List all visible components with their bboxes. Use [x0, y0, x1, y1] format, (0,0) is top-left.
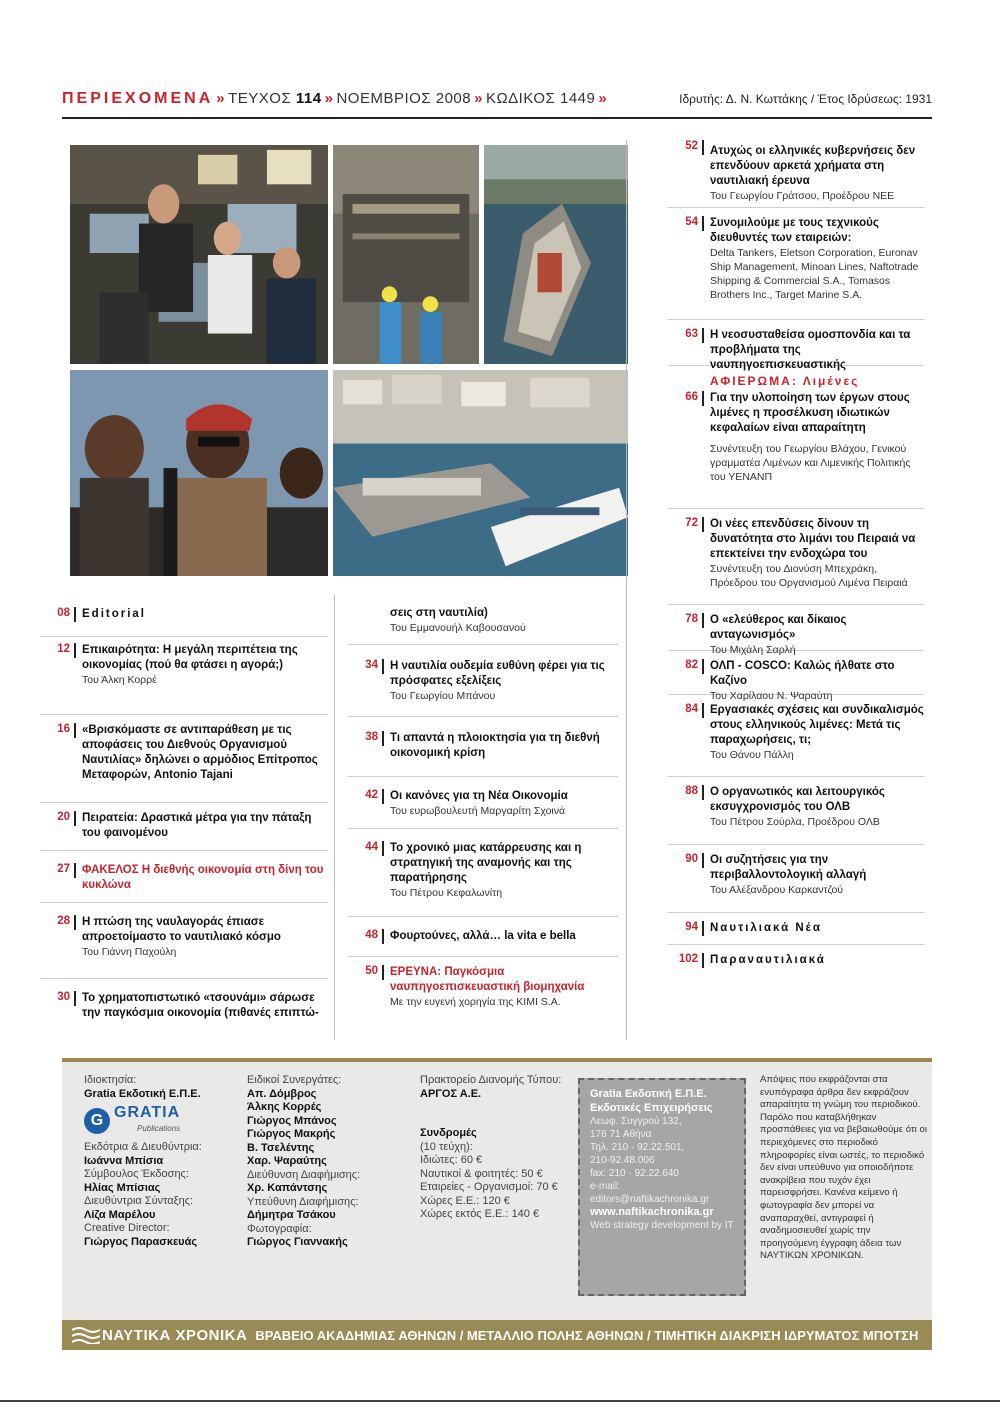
- port-cruise-ship-image: [333, 370, 628, 576]
- stock-traders-image: [70, 145, 328, 364]
- toc-entry[interactable]: 50 ΕΡΕΥΝΑ: Παγκόσμια ναυπηγοεπισκευαστική βιομηχανία Με την ευγενή χορηγία της ΚΙΜΙ S.A.: [365, 965, 585, 1008]
- masthead-col-ownership: Ιδιοκτησία: Gratia Εκδοτική Ε.Π.Ε. G GRATIA Publications Εκδότρια & Διευθύντρια: Ιωάννα Μπίσια Σύμβουλος Έκδοσης: Ηλίας Μπίσιας Διευθύντρια Σύνταξης: Λίζα Μαρέλου Creative Director: Γιώργος Παρασκευάς: [84, 1074, 254, 1249]
- footer-band: [62, 1320, 932, 1350]
- page-header: [62, 90, 932, 114]
- toc-entry[interactable]: 94 Ναυτιλιακά Νέα: [668, 913, 924, 945]
- header-rule: [62, 117, 932, 119]
- email-link[interactable]: e-mail: editors@naftikachronika.gr: [590, 1181, 710, 1205]
- founder-line: Ιδρυτής: Δ. Ν. Κωττάκης / Έτος Ιδρύσεως: 1931: [679, 92, 932, 106]
- toc-continuation[interactable]: σεις στη ναυτιλία) Του Εμμανουήλ Καβουσανού: [348, 603, 618, 645]
- toc-entry[interactable]: 78 Ο «ελεύθερος και δίκαιος ανταγωνισμός» Του Μιχάλη Σαρλή: [668, 605, 924, 651]
- waves-icon: [72, 1326, 100, 1344]
- issue-code: ΚΩΔΙΚΟΣ 1449: [485, 90, 596, 107]
- toc-entry[interactable]: 102 Παραναυτιλιακά: [678, 953, 826, 966]
- bottom-rule: [0, 1400, 1000, 1402]
- gratia-logo: G GRATIA Publications: [84, 1105, 254, 1137]
- publisher-contact-box: Gratia Εκδοτική Ε.Π.Ε. Εκδοτικές Επιχειρήσεις Λεωφ. Συγγρού 132, 176 71 Αθήνα Τηλ. 210 - 92.22.501, 210-92.48.006 fax: 210 - 92.22.640 e-mail: editors@naftikachronika.gr www.naftikachronika.gr Web strategy development by IT: [578, 1078, 746, 1296]
- page-title: ΠΕΡΙΕΧΟΜΕΝΑ: [62, 90, 214, 107]
- toc-entry[interactable]: 42 Οι κανόνες για τη Νέα Οικονομία Του ευρωβουλευτή Μαργαρίτη Σχοινά: [348, 777, 618, 829]
- column-divider: [334, 595, 335, 1040]
- toc-entry[interactable]: 54 Συνομιλούμε με τους τεχνικούς διευθυντές των εταιρειών: Delta Tankers, Eletson Corporation, Euronav Ship Management, Minoan Lines, Naftotrade Shipping & Commercial S.A., Tomasos Brothers Inc., Target Marine S.A.: [668, 208, 924, 320]
- toc-middle-column: [348, 603, 618, 1023]
- toc-entry[interactable]: 82 ΟΛΠ - COSCO: Καλώς ήλθατε στο Καζίνο Του Χαρίλαου Ν. Ψαραύτη: [668, 651, 924, 695]
- toc-entry[interactable]: 28 Η πτώση της ναυλαγοράς έπιασε απροετοίμαστο το ναυτιλιακό κόσμο Του Γιάννη Παχούλη: [40, 903, 328, 979]
- toc-entry[interactable]: 63 Η νεοσυσταθείσα ομοσπονδία και τα προβλήματα της ναυπηγοεπισκευαστικής: [668, 320, 924, 366]
- toc-entry[interactable]: 72 Οι νέες επενδύσεις δίνουν τη δυνατότητα στο λιμάνι του Πειραιά να επεκτείνει την ενδοχώρα του Συνέντευξη του Διονύση Μπεχράκη, Πρόεδρου του Οργανισμού Λιμένα Πειραιά: [668, 509, 924, 605]
- toc-entry[interactable]: 52 Ατυχώς οι ελληνικές κυβερνήσεις δεν επενδύουν αρκετά χρήματα στη ναυτιλιακή έρευνα Του Γεωργίου Γράτσου, Προέδρου ΝΕΕ: [668, 140, 924, 208]
- shipyard-workers-image: [333, 145, 479, 364]
- toc-entry[interactable]: 84 Εργασιακές σχέσεις και συνδικαλισμός στους ελληνικούς λιμένες: Μετά τις παραχωρήσεις, τι; Του Θάνου Πάλλη: [668, 695, 924, 777]
- toc-entry[interactable]: 16 «Βρισκόμαστε σε αντιπαράθεση με τις αποφάσεις του Διεθνούς Οργανισμού Ναυτιλίας» δηλώνει ο αρμόδιος Επίτροπος Μεταφορών, Antonio Tajani: [40, 715, 328, 803]
- toc-left-column: [40, 603, 328, 1027]
- website-link[interactable]: www.naftikachronika.gr: [590, 1206, 714, 1218]
- issue-month: ΝΟΕΜΒΡΙΟΣ 2008: [336, 90, 472, 107]
- masthead-col-distribution: Πρακτορείο Διανομής Τύπου: ΑΡΓΟΣ Α.Ε. Συνδρομές (10 τεύχη): Ιδιώτες: 60 € Ναυτικοί & φοιτητές: 50 € Εταιρείες - Οργανισμοί: 70 € Χώρες Ε.Ε.: 120 € Χώρες εκτός Ε.Ε.: 140 €: [420, 1074, 562, 1220]
- masthead: [62, 1058, 932, 1320]
- toc-right-column: [668, 140, 924, 975]
- toc-entry[interactable]: 38 Τι απαντά η πλοιοκτησία για τη διεθνή οικονομική κρίση: [348, 717, 618, 777]
- toc-entry[interactable]: 20 Πειρατεία: Δραστικά μέτρα για την πάταξη του φαινομένου: [40, 803, 328, 851]
- disclaimer-text: Απόψεις που εκφράζονται στα ενυπόγραφα άρθρα δεν εκφράζουν απαραίτητα τη γνώμη του περιοδικού. Παρόλο που καταβλήθηκαν προσπάθειες για να βεβαιωθούμε ότι οι περιεχόμενες στο περιοδικό πληροφορίες είναι ωστές, το περιοδικό δεν είναι υπεύθυνο για οποιοδήποτε ανακρίβεια που τυχόν έχει παρεισφρήσει. Κανένα κείμενο ή φωτογραφία δεν μπορεί να αναπαραχθεί, αντιγραφεί ή αναδημοσιευθεί χωρίς την προηγούμενη έγγραφη άδεια των ΝΑΥΤΙΚΩΝ ΧΡΟΝΙΚΩΝ.: [760, 1074, 927, 1262]
- issue-line: ΠΕΡΙΕΧΟΜΕΝΑ » ΤΕΥΧΟΣ 114 » ΝΟΕΜΒΡΙΟΣ 2008 » ΚΩΔΙΚΟΣ 1449 »: [62, 90, 608, 107]
- gratia-g-icon: G: [84, 1108, 110, 1134]
- toc-entry[interactable]: 48 Φουρτούνες, αλλά… la vita e bella: [348, 917, 618, 957]
- traders-photo: [68, 143, 330, 366]
- pirates-photo: [68, 368, 330, 578]
- shipyard-photo: [331, 143, 481, 366]
- toc-entry[interactable]: 08 Editorial: [40, 603, 328, 637]
- toc-entry[interactable]: 90 Οι συζητήσεις για την περιβαλλοντολογική αλλαγή Του Αλέξανδρου Καρκαντζού: [668, 845, 924, 913]
- toc-entry[interactable]: 66 Για την υλοποίηση των έργων στους λιμένες η προσέλκυση ιδιωτικών κεφαλαίων είναι απαραίτητη Συνέντευξη του Γεωργίου Βλάχου, Γενικού γραμματέα Λιμένων και Λιμενικής Πολιτικής του ΥΕΝΑΝΠ: [668, 389, 924, 509]
- afieroma-heading: ΑΦΙΕΡΩΜΑ: Λιμένες: [710, 374, 860, 388]
- armed-pirates-image: [70, 370, 328, 576]
- fpso-vessel-photo: [482, 143, 630, 366]
- toc-entry[interactable]: 44 Το χρονικό μιας κατάρρευσης και η στρατηγική της αναμονής και της παρατήρησης Του Πέτρου Κεφαλωνίτη: [348, 829, 618, 917]
- awards-line: ΒΡΑΒΕΙΟ ΑΚΑΔΗΜΙΑΣ ΑΘΗΝΩΝ / ΜΕΤΑΛΛΙΟ ΠΟΛΗΣ ΑΘΗΝΩΝ / ΤΙΜΗΤΙΚΗ ΔΙΑΚΡΙΣΗ ΙΔΡΥΜΑΤΟΣ ΜΠΟΤΣΗ: [255, 1327, 919, 1343]
- toc-entry[interactable]: 88 Ο οργανωτικός και λειτουργικός εκσυγχρονισμός του ΟΛΒ Του Πέτρου Σούρλα, Προέδρου ΟΛΒ: [668, 777, 924, 845]
- toc-entry[interactable]: 30 Το χρηματοπιστωτικό «τσουνάμι» σάρωσε την παγκόσμια οικονομία (πιθανές επιπτώ-: [57, 991, 319, 1019]
- column-divider: [626, 140, 627, 1040]
- toc-entry[interactable]: 27 ΦΑΚΕΛΟΣ Η διεθνής οικονομία στη δίνη του κυκλώνα: [40, 851, 328, 903]
- port-city-photo: [331, 368, 630, 578]
- issue-number: 114: [295, 90, 322, 107]
- magazine-brand: ΝΑΥΤΙΚΑ ΧΡΟΝΙΚΑ: [102, 1326, 248, 1344]
- masthead-col-contributors: Ειδικοί Συνεργάτες: Απ. Δόμβρος Άλκης Κορρές Γιώργος Μπάνος Γιώργος Μακρής Β. Τσελέντης Χαρ. Ψαραύτης Διεύθυνση Διαφήμισης: Χρ. Καπάντσης Υπεύθυνη Διαφήμισης: Δήμητρα Τσάκου Φωτογραφία: Γιώργος Γιαννακής: [247, 1074, 361, 1248]
- toc-entry[interactable]: 34 Η ναυτιλία ουδεμία ευθύνη φέρει για τις πρόσφατες εξελίξεις Του Γεωργίου Μπάνου: [348, 645, 618, 717]
- toc-entry[interactable]: 12 Επικαιρότητα: Η μεγάλη περιπέτεια της οικονομίας (πού θα φτάσει η αγορά;) Του Άλκη Κορρέ: [40, 637, 328, 715]
- offshore-vessel-image: [484, 145, 628, 364]
